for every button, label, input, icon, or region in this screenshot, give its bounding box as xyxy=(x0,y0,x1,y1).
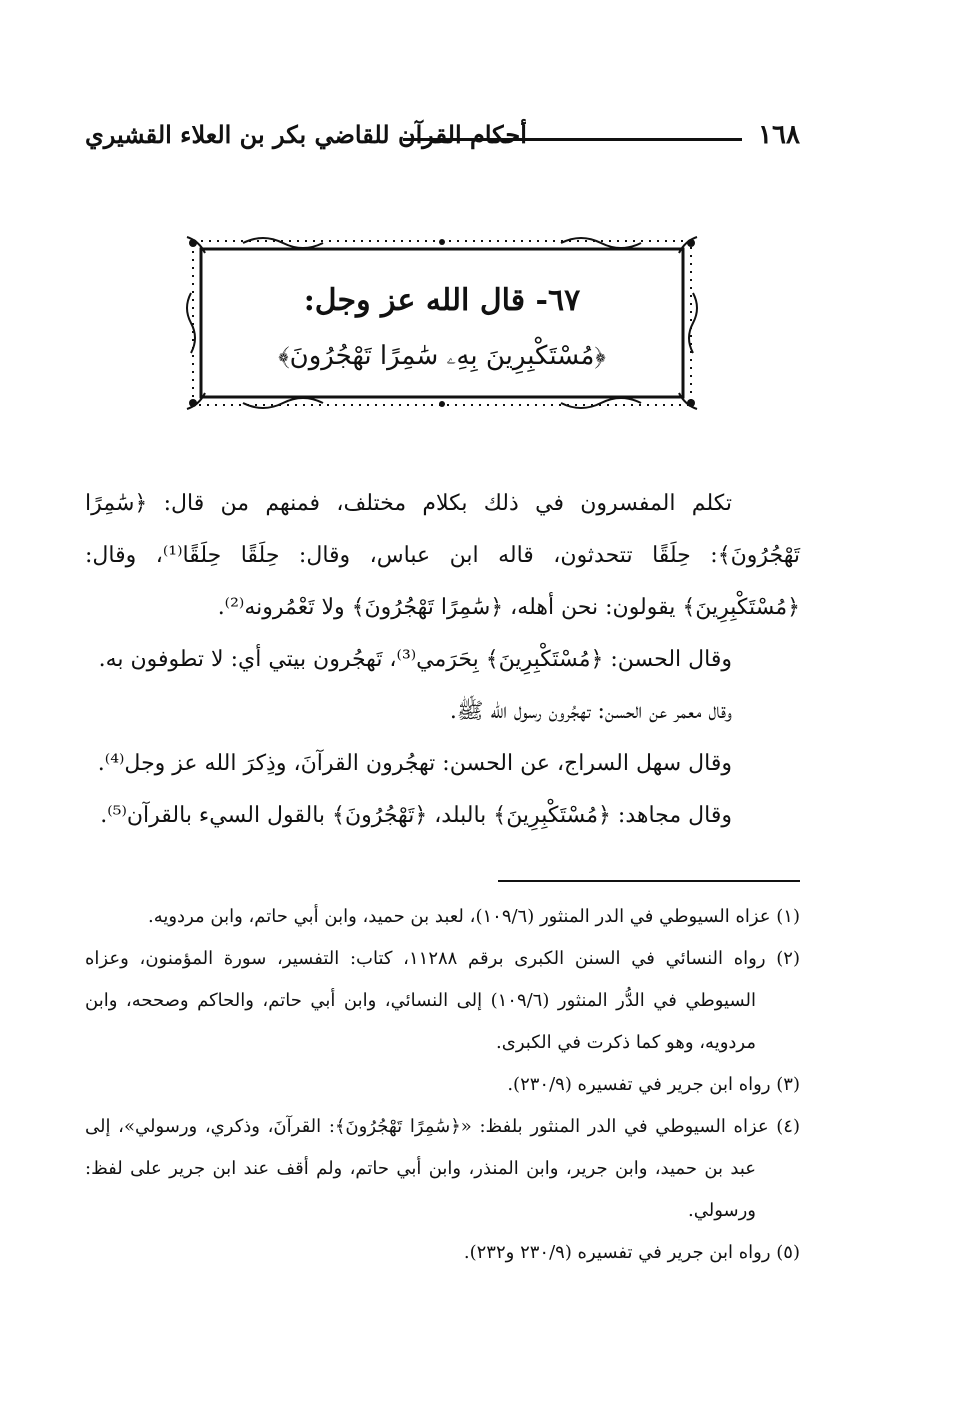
page-number: ١٦٨ xyxy=(758,120,800,150)
ornamental-heading-frame xyxy=(183,233,701,413)
paragraph-4: وقال سهل السراج، عن الحسن: تهجُرون القرآنَ، وذِكرَ الله عز وجل⁽⁴⁾. xyxy=(97,751,732,776)
paragraph-3: وقال معمر عن الحسن: تهجُرون رسول الله ﷺ. xyxy=(449,699,732,724)
section-verse: ﴿مُسْتَكْبِرِينَ بِهِۦ سَٰمِرًا تَهْجُرُونَ﴾ xyxy=(278,341,606,371)
footnote-separator xyxy=(498,880,800,882)
section-heading: ٦٧- قال الله عز وجل: xyxy=(303,283,581,318)
paragraph-1: تكلم المفسرون في ذلك بكلام مختلف، فمنهم من قال: ﴿سَٰمِرًا تَهْجُرُونَ﴾: حِلَقًا تتحدثون، قاله ابن عباس، وقال: حِلَقًا حِلَقًا⁽¹⁾، وقال: ﴿مُسْتَكْبِرِينَ﴾ يقولون: نحن أهله، ﴿سَٰمِرًا تَهْجُرُونَ﴾ ولا تَعْمُرونه⁽²⁾. xyxy=(85,491,800,620)
paragraph-5: وقال مجاهد: ﴿مُسْتَكْبِرِينَ﴾ بالبلد، ﴿تَهْجُرُونَ﴾ بالقول السيء بالقرآن⁽⁵⁾. xyxy=(100,803,732,828)
ornament-border-icon xyxy=(183,233,701,413)
footnotes xyxy=(85,896,800,1274)
footnote-3: (٣) رواه ابن جرير في تفسيره (٢٣٠/٩). xyxy=(507,1074,800,1095)
footnote-2: (٢) رواه النسائي في السنن الكبرى برقم ١١٢٨٨، كتاب: التفسير، سورة المؤمنون، وعزاه السيوطي في الدُّر المنثور (١٠٩/٦) إلى النسائي، وابن أبي حاتم، والحاكم وصححه، وابن مردويه، وهو كما ذكرت في الكبرى. xyxy=(85,948,800,1053)
main-text xyxy=(85,478,800,842)
footnote-4: (٤) عزاه السيوطي في الدر المنثور بلفظ: «﴿سَٰمِرًا تَهْجُرُونَ﴾: القرآنَ، وذكري، ورسولي»، إلى عبد بن حميد، وابن جرير، وابن المنذر، وابن أبي حاتم، ولم أقف عند ابن جرير على لفظ: ورسولي. xyxy=(85,1116,800,1221)
footnote-1: (١) عزاه السيوطي في الدر المنثور (١٠٩/٦)، لعبد بن حميد، وابن أبي حاتم، وابن مردويه. xyxy=(147,906,800,927)
footnote-5: (٥) رواه ابن جرير في تفسيره (٢٣٠/٩ و٢٣٢). xyxy=(463,1242,800,1263)
book-title: أحكام القرآن للقاضي بكر بن العلاء القشيري xyxy=(85,120,527,149)
running-header xyxy=(85,112,800,162)
paragraph-2: وقال الحسن: ﴿مُسْتَكْبِرِينَ﴾ بِحَرَمي⁽³⁾، تَهجُرون بيتي أي: لا تطوفون به. xyxy=(98,647,732,672)
